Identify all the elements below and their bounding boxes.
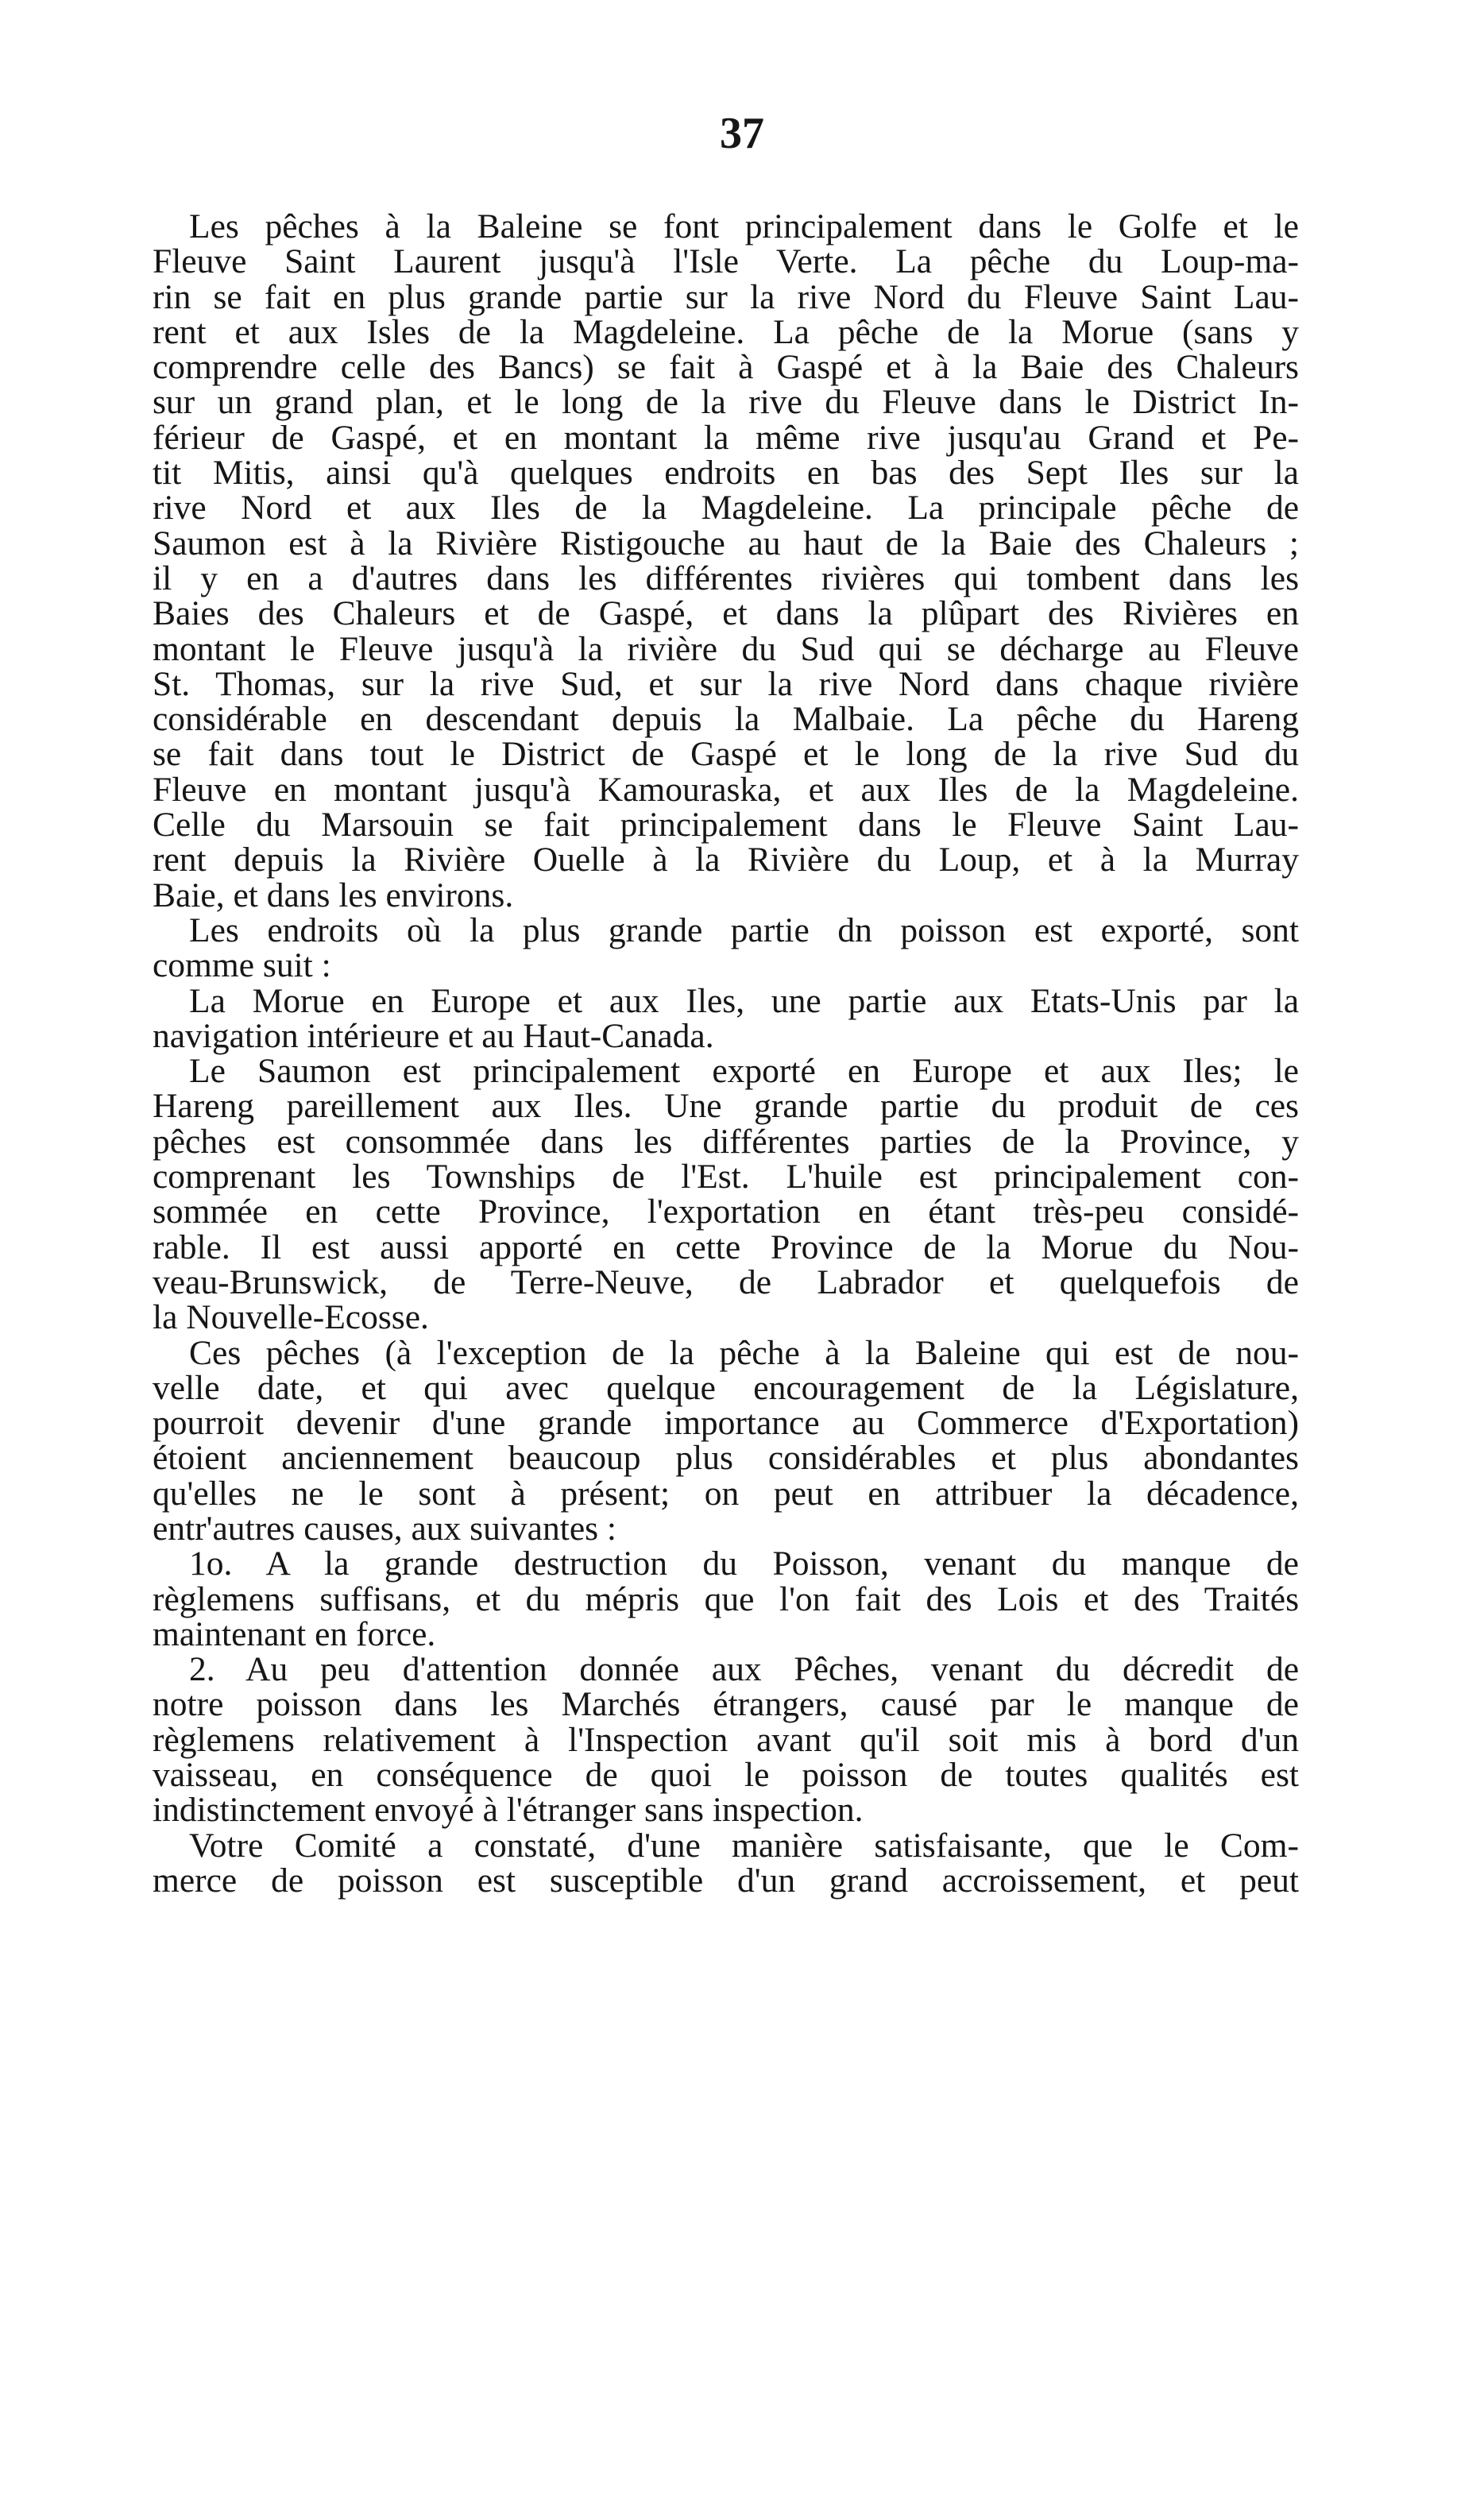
text-line: étoient anciennement beaucoup plus considérables et plus abondantes <box>153 1439 1299 1478</box>
text-line: Ces pêches (à l'exception de la pêche à la Baleine qui est de nou- <box>189 1333 1299 1372</box>
text-line: Hareng pareillement aux Iles. Une grande partie du produit de ces <box>153 1087 1299 1126</box>
text-line: sur un grand plan, et le long de la rive du Fleuve dans le District In- <box>153 383 1299 422</box>
text-line: indistinctement envoyé à l'étranger sans inspection. <box>153 1791 864 1830</box>
text-line: qu'elles ne le sont à présent; on peut en attribuer la décadence, <box>153 1474 1299 1513</box>
text-line: 2. Au peu d'attention donnée aux Pêches, venant du décredit de <box>189 1650 1299 1689</box>
text-line: comprendre celle des Bancs) se fait à Gaspé et à la Baie des Chaleurs <box>153 348 1299 387</box>
body-text <box>153 209 1299 1898</box>
text-line: Fleuve Saint Laurent jusqu'à l'Isle Verte. La pêche du Loup-ma- <box>153 242 1299 281</box>
text-line: Saumon est à la Rivière Ristigouche au haut de la Baie des Chaleurs ; <box>153 524 1299 562</box>
text-line: maintenant en force. <box>153 1614 436 1653</box>
text-line: règlemens suffisans, et du mépris que l'on fait des Lois et des Traités <box>153 1579 1299 1618</box>
text-line: veau-Brunswick, de Terre-Neuve, de Labrador et quelquefois de <box>153 1262 1299 1301</box>
text-line: il y en a d'autres dans les différentes rivières qui tombent dans les <box>153 559 1299 597</box>
text-line: pêches est consommée dans les différentes parties de la Province, y <box>153 1122 1299 1161</box>
page-number: 37 <box>720 109 764 158</box>
text-line: considérable en descendant depuis la Malbaie. La pêche du Hareng <box>153 700 1299 739</box>
text-line: règlemens relativement à l'Inspection avant qu'il soit mis à bord d'un <box>153 1720 1299 1759</box>
text-line: Fleuve en montant jusqu'à Kamouraska, et aux Iles de la Magdeleine. <box>153 770 1299 809</box>
text-line: entr'autres causes, aux suivantes : <box>153 1509 617 1548</box>
text-line: pourroit devenir d'une grande importance au Commerce d'Exportation) <box>153 1404 1299 1443</box>
text-line: rent depuis la Rivière Ouelle à la Rivière du Loup, et à la Murray <box>153 841 1299 879</box>
text-line: Les pêches à la Baleine se font principalement dans le Golfe et le <box>189 207 1299 245</box>
text-line: notre poisson dans les Marchés étrangers, causé par le manque de <box>153 1685 1299 1724</box>
text-line: tit Mitis, ainsi qu'à quelques endroits en bas des Sept Iles sur la <box>153 454 1299 493</box>
text-line: rent et aux Isles de la Magdeleine. La pêche de la Morue (sans y <box>153 312 1299 351</box>
text-line: montant le Fleuve jusqu'à la rivière du Sud qui se décharge au Fleuve <box>153 629 1299 668</box>
text-line: Baies des Chaleurs et de Gaspé, et dans la plûpart des Rivières en <box>153 594 1299 633</box>
text-line: velle date, et qui avec quelque encouragement de la Législature, <box>153 1368 1299 1407</box>
text-line: comprenant les Townships de l'Est. L'huile est principalement con- <box>153 1158 1299 1196</box>
text-line: La Morue en Europe et aux Iles, une partie aux Etats-Unis par la <box>189 981 1299 1020</box>
text-line: Celle du Marsouin se fait principalement dans le Fleuve Saint Lau- <box>153 806 1299 845</box>
text-line: 1o. A la grande destruction du Poisson, venant du manque de <box>189 1544 1299 1583</box>
text-line: St. Thomas, sur la rive Sud, et sur la rive Nord dans chaque rivière <box>153 664 1299 703</box>
text-line: férieur de Gaspé, et en montant la même rive jusqu'au Grand et Pe- <box>153 418 1299 457</box>
text-line: Le Saumon est principalement exporté en Europe et aux Iles; le <box>189 1052 1299 1091</box>
text-line: Les endroits où la plus grande partie dn poisson est exporté, sont <box>189 910 1299 949</box>
text-line: comme suit : <box>153 946 331 985</box>
text-line: navigation intérieure et au Haut-Canada. <box>153 1016 714 1055</box>
text-line: rin se fait en plus grande partie sur la rive Nord du Fleuve Saint Lau- <box>153 277 1299 316</box>
text-line: merce de poisson est susceptible d'un grand accroissement, et peut <box>153 1861 1299 1900</box>
text-line: rable. Il est aussi apporté en cette Province de la Morue du Nou- <box>153 1227 1299 1266</box>
text-line: rive Nord et aux Iles de la Magdeleine. La principale pêche de <box>153 489 1299 528</box>
text-line: Votre Comité a constaté, d'une manière satisfaisante, que le Com- <box>189 1826 1299 1865</box>
text-line: vaisseau, en conséquence de quoi le poisson de toutes qualités est <box>153 1756 1299 1795</box>
text-line: sommée en cette Province, l'exportation en étant très-peu considé- <box>153 1193 1299 1231</box>
text-line: se fait dans tout le District de Gaspé et le long de la rive Sud du <box>153 735 1299 774</box>
text-line: la Nouvelle-Ecosse. <box>153 1298 429 1337</box>
text-line: Baie, et dans les environs. <box>153 876 514 914</box>
